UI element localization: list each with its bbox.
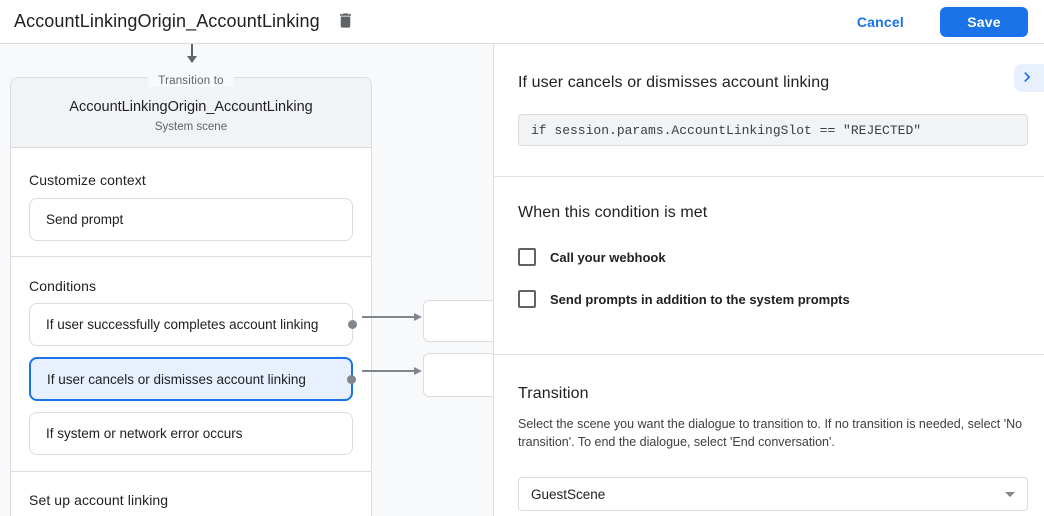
send-prompt-item[interactable] (29, 198, 353, 241)
transition-arrow-cancel-icon (362, 367, 422, 375)
collapse-panel-button[interactable] (1014, 64, 1044, 92)
scene-card (10, 77, 372, 516)
selected-scene-value: GuestScene (531, 486, 606, 502)
condition-item-error[interactable] (29, 412, 353, 455)
condition-expression[interactable]: if session.params.AccountLinkingSlot == "REJECTED" (518, 114, 1028, 146)
transition-arrow-success-icon (362, 313, 422, 321)
connector-dot (347, 375, 356, 384)
conditions-section (11, 257, 371, 472)
panel-divider (494, 354, 1044, 355)
panel-heading-row (518, 74, 1028, 92)
account-linking-section (11, 472, 371, 508)
transition-scene-select[interactable] (518, 477, 1028, 511)
customize-context-section (11, 148, 371, 257)
condition-item-cancel[interactable] (29, 357, 353, 401)
transition-to-label: Transition to (10, 71, 372, 89)
send-prompt-label: Send prompt (46, 212, 124, 227)
cancel-button[interactable]: Cancel (845, 6, 916, 38)
transition-description: Select the scene you want the dialogue to transition to. If no transition is needed, select 'No transition'. To end the dialogue, select 'End conversation'. (518, 417, 1023, 450)
condition-label: If system or network error occurs (46, 426, 243, 441)
connector-dot (348, 320, 357, 329)
transition-target-node[interactable] (423, 353, 493, 397)
chevron-right-icon (1017, 67, 1037, 90)
panel-divider (494, 176, 1044, 177)
trash-icon (336, 11, 355, 33)
customize-context-heading: Customize context (29, 172, 146, 188)
call-webhook-checkbox[interactable] (518, 248, 536, 266)
page-title: AccountLinkingOrigin_AccountLinking (14, 11, 320, 31)
when-condition-met-heading: When this condition is met (518, 204, 708, 221)
flow-canvas (0, 44, 493, 516)
call-webhook-label: Call your webhook (550, 249, 666, 265)
call-webhook-row[interactable] (518, 248, 1028, 266)
transition-heading: Transition (518, 385, 589, 402)
dropdown-caret-icon (1005, 492, 1015, 497)
condition-item-success[interactable] (29, 303, 353, 346)
top-bar (0, 0, 1044, 44)
main-content (0, 44, 1044, 516)
scene-card-title: AccountLinkingOrigin_AccountLinking (69, 99, 313, 115)
send-prompts-label: Send prompts in addition to the system prompts (550, 291, 850, 307)
transition-target-node[interactable] (423, 300, 493, 342)
condition-panel-title: If user cancels or dismisses account linking (518, 74, 830, 91)
condition-detail-panel (493, 44, 1044, 516)
account-linking-heading: Set up account linking (29, 492, 169, 508)
condition-label: If user successfully completes account linking (46, 317, 319, 332)
condition-label: If user cancels or dismisses account linking (47, 371, 306, 387)
send-prompts-row[interactable] (518, 290, 1028, 308)
delete-scene-button[interactable] (332, 8, 360, 36)
scene-card-subtitle: System scene (154, 121, 228, 133)
send-prompts-checkbox[interactable] (518, 290, 536, 308)
conditions-heading: Conditions (29, 278, 97, 294)
save-button[interactable]: Save (940, 7, 1028, 37)
incoming-transition-arrow-icon (186, 44, 198, 63)
